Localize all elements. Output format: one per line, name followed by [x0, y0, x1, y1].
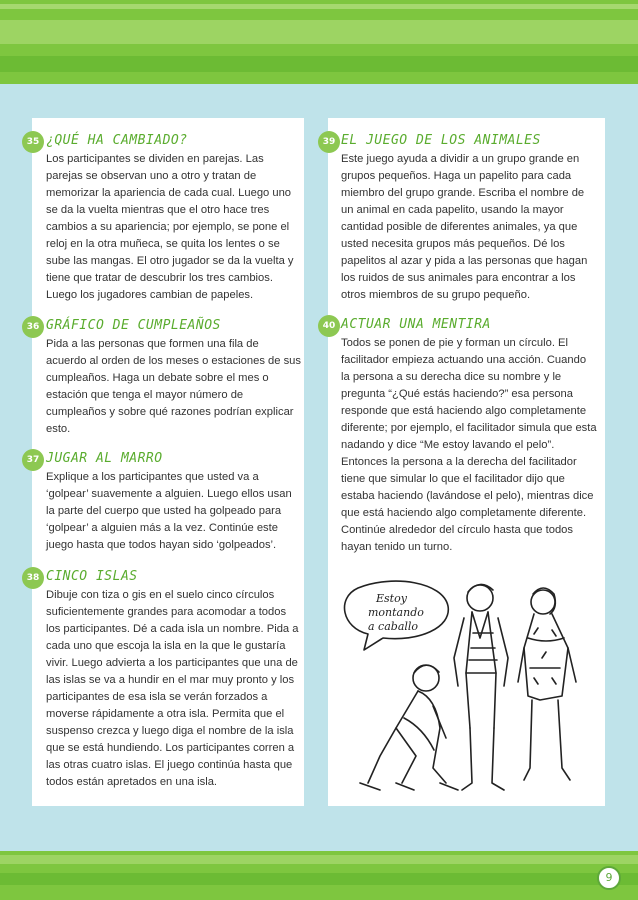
section-title: JUGAR AL MARRO	[46, 451, 163, 466]
page-number: 9	[597, 866, 621, 890]
section-body: Este juego ayuda a dividir a un grupo grande en grupos pequeños. Haga un papelito para cada miembro del grupo grande. Escriba el nombre de un animal en cada papelito, usando la mayor cantidad posible de diferentes animales, ya que usted necesita grupos más pequeños. Dé los papelitos al azar y pida a las personas que hagan los ruidos de sus animales para encontrar a los otros miembros de su grupo pequeño.	[341, 153, 588, 301]
top-decorative-band	[0, 0, 638, 84]
section-title: ¿QUÉ HA CAMBIADO?	[46, 133, 188, 148]
section-number-badge: 37	[22, 449, 44, 471]
section-title: CINCO ISLAS	[46, 569, 138, 584]
section-number-badge: 36	[22, 316, 44, 338]
speech-line-2: montando	[368, 606, 424, 619]
section-body: Dibuje con tiza o gis en el suelo cinco círculos suficientemente grandes para acomodar a todos los participantes. Dé a cada isla un nombre. Pida a cada uno que escoja la isla en la que le gustaría vivir. Luego advierta a los participantes que una de las islas se va a hundir en el mar muy pronto y los participantes de esa isla se verán forzados a moverse rápidamente a otra isla. Permita que el suspenso crezca y luego diga el nombre de la isla que se está hundiendo. Los participantes corren a las otras cuatro islas. El juego continúa hasta que todos están apretados en una isla.	[46, 589, 299, 788]
section-body: Pida a las personas que formen una fila de acuerdo al orden de los meses o estaciones de sus cumpleaños. Haga un debate sobre el mes o estación que tenga el mayor número de cumpleaños y sobre qué razones podrían explicar esto.	[46, 338, 301, 435]
speech-line-3: a caballo	[368, 620, 419, 633]
section-body: Los participantes se dividen en parejas. Las parejas se observan uno a otro y tratan de memorizar la apariencia de cada cual. Luego uno se da la vuelta mientras que el otro hace tres cambios a su apariencia; por ejemplo, se pone el reloj en la otra muñeca, se quita los lentes o se sube las mangas. El otro jugador se da la vuelta y tiene que tratar de descubrir los tres cambios. Luego los jugadores cambian de papeles.	[46, 153, 294, 301]
section-body: Explique a los participantes que usted va a ‘golpear’ suavemente a alguien. Luego ellos usan la parte del cuerpo que usted ha golpeado para ‘golpear’ a alguien más a la vez. Continúe este juego hasta que todos hayan sido ‘golpeados’.	[46, 471, 292, 551]
speech-line-1: Estoy	[376, 592, 407, 605]
people-miming-illustration	[338, 578, 584, 800]
section-number-badge: 35	[22, 131, 44, 153]
bottom-decorative-band	[0, 851, 638, 900]
section-title: EL JUEGO DE LOS ANIMALES	[341, 133, 541, 148]
section-number-badge: 40	[318, 315, 340, 337]
section-number-badge: 38	[22, 567, 44, 589]
section-body: Todos se ponen de pie y forman un círculo. El facilitador empieza actuando una acción. Cuando la persona a su derecha dice su nombre y le pregunta “¿Qué estás haciendo?” esa persona responde que está haciendo algo completamente diferente; por ejemplo, el facilitador simula que esta nadando y dice “Me estoy lavando el pelo”. Entonces la persona a la derecha del facilitador tiene que simular lo que el facilitador dijo que estaba haciendo (lavándose el pelo), mientras dice que está haciendo algo completamente diferente. Continúe alrededor del círculo hasta que todos hayan tenido un turno.	[341, 337, 597, 553]
section-title: GRÁFICO DE CUMPLEAÑOS	[46, 318, 221, 333]
section-number-badge: 39	[318, 131, 340, 153]
section-title: ACTUAR UNA MENTIRA	[341, 317, 491, 332]
